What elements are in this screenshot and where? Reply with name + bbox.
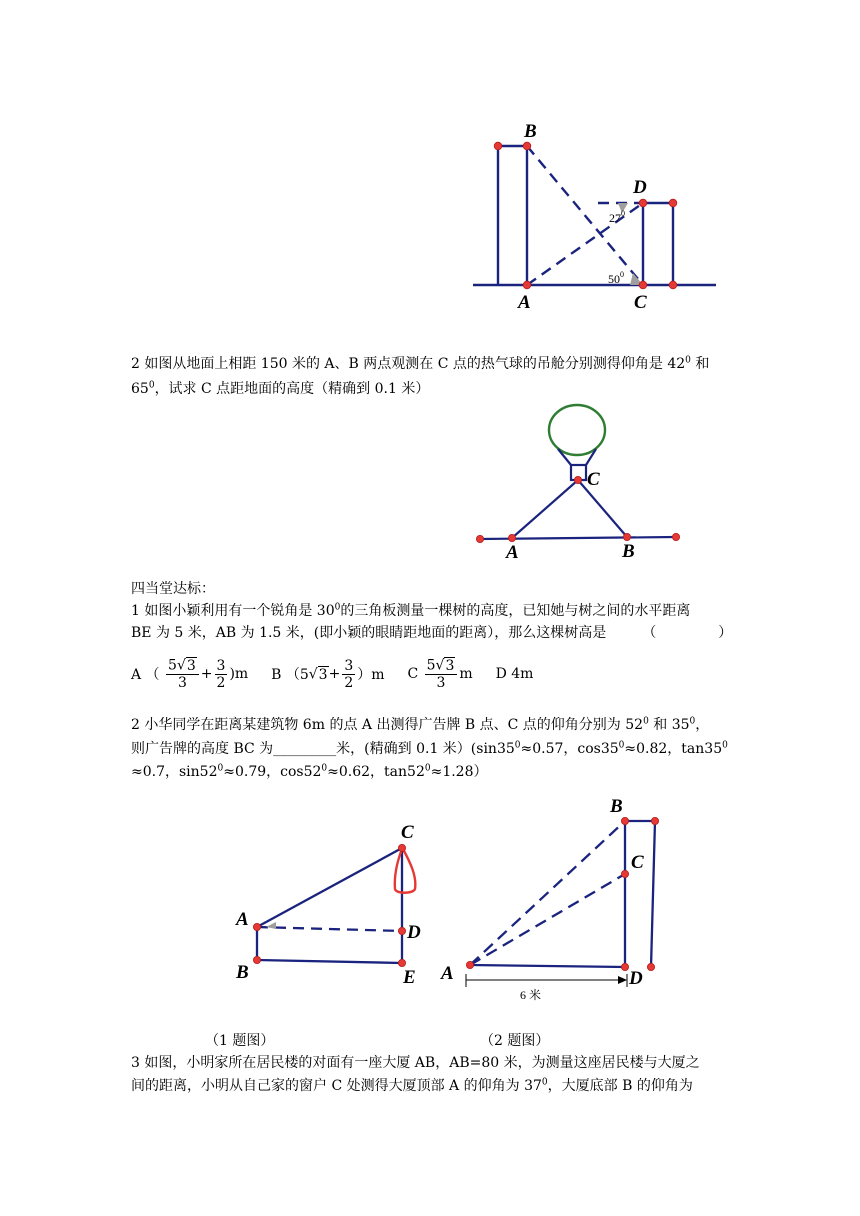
label-a: A: [236, 909, 249, 930]
label-c: C: [587, 469, 600, 490]
dashed-bc: [527, 146, 643, 285]
problem-2-line-3: ≈0.7，$\sin 52^0\approx 0.79$，$\cos 52^0\approx 0.62$，$\tan 52^0\approx 1.28$）: [131, 763, 488, 780]
angle-label-top: $27^0$: [609, 209, 625, 225]
label-e: E: [403, 967, 416, 988]
label-c: C: [631, 852, 644, 873]
dashed-ab: [470, 821, 625, 965]
line-bc: [578, 480, 627, 537]
label-b: B: [524, 121, 537, 142]
problem-2-line-2: 则广告牌的高度 BC 为_________米，(精确到 0.1 米）($\sin 35^0\approx 0.57$，$\cos 35^0\approx 0.82$，$\tan 35^0$: [131, 740, 728, 757]
problem-1-line-2: BE 为 5 米，AB 为 1.5 米，(即小颖的眼睛距地面的距离），那么这棵树高是 （ ）: [131, 625, 733, 641]
balloon-envelope: [549, 405, 605, 455]
distance-label: 6 米: [520, 988, 542, 1002]
figure-hot-air-balloon: [470, 400, 690, 570]
caption-figure-1: （1 题图）: [205, 1033, 275, 1049]
problem-3-line-2: 间的距离，小明从自己家的窗户 C 处测得大厦顶部 A 的仰角为 $37^0$，大厦底部 B 的仰角为: [131, 1077, 693, 1094]
label-c: C: [401, 822, 414, 843]
building: [625, 821, 655, 967]
caption-figure-2: （2 题图）: [480, 1033, 550, 1049]
label-b: B: [610, 796, 623, 817]
ground-ad: [470, 965, 625, 967]
angle-label-bottom: $50^0$: [608, 270, 624, 286]
label-c: C: [634, 292, 647, 313]
right-building: [643, 203, 673, 285]
section-title: 四当堂达标：: [131, 581, 215, 597]
label-a: A: [518, 292, 531, 313]
option-d[interactable]: D 4m: [495, 666, 534, 682]
problem-3-line-1: 3 如图，小明家所在居民楼的对面有一座大厦 AB，AB=80 米，为测量这座居民楼与大厦之: [131, 1055, 700, 1071]
tree-outline: [395, 849, 416, 893]
problem-1-line-1: 1 如图小颖利用有一个锐角是 $30^0$的三角板测量一棵树的高度，已知她与树之间的水平距离: [131, 602, 691, 619]
figure-two-buildings: [460, 110, 740, 325]
answer-options: [131, 657, 533, 691]
option-c[interactable]: C $\frac{5√3}{3}$ m: [407, 657, 473, 691]
figure-billboard: [435, 792, 665, 1004]
option-a[interactable]: A （ $\frac{5√3}{3}$ + $\frac{3}{2}$ )m: [131, 657, 249, 691]
label-a: A: [441, 963, 454, 984]
label-a: A: [506, 542, 519, 563]
label-b: B: [236, 962, 249, 983]
line-ac: [257, 848, 402, 927]
left-building: [498, 146, 527, 285]
label-d: D: [633, 177, 647, 198]
label-b: B: [622, 541, 635, 562]
question-2-line-1: 2 如图从地面上相距 150 米的 A、B 两点观测在 C 点的热气球的吊舱分别测得仰角是 $42^0$ 和: [131, 355, 710, 372]
option-b[interactable]: B （5√3+ $\frac{3}{2}$ ）m: [271, 657, 385, 691]
dashed-ac: [470, 874, 625, 965]
dashed-ad: [257, 927, 402, 931]
figure-tree-measurement: [230, 818, 440, 990]
problem-2-line-1: 2 小华同学在距离某建筑物 6m 的点 A 出测得广告牌 B 点、C 点的仰角分别为 $52^0$ 和 $35^0$，: [131, 716, 710, 733]
label-d: D: [629, 968, 643, 989]
question-2-line-2: $65^0$，试求 C 点距地面的高度（精确到 0.1 米）: [131, 380, 430, 397]
line-be: [257, 960, 402, 963]
label-d: D: [407, 922, 421, 943]
line-ac: [512, 480, 578, 538]
